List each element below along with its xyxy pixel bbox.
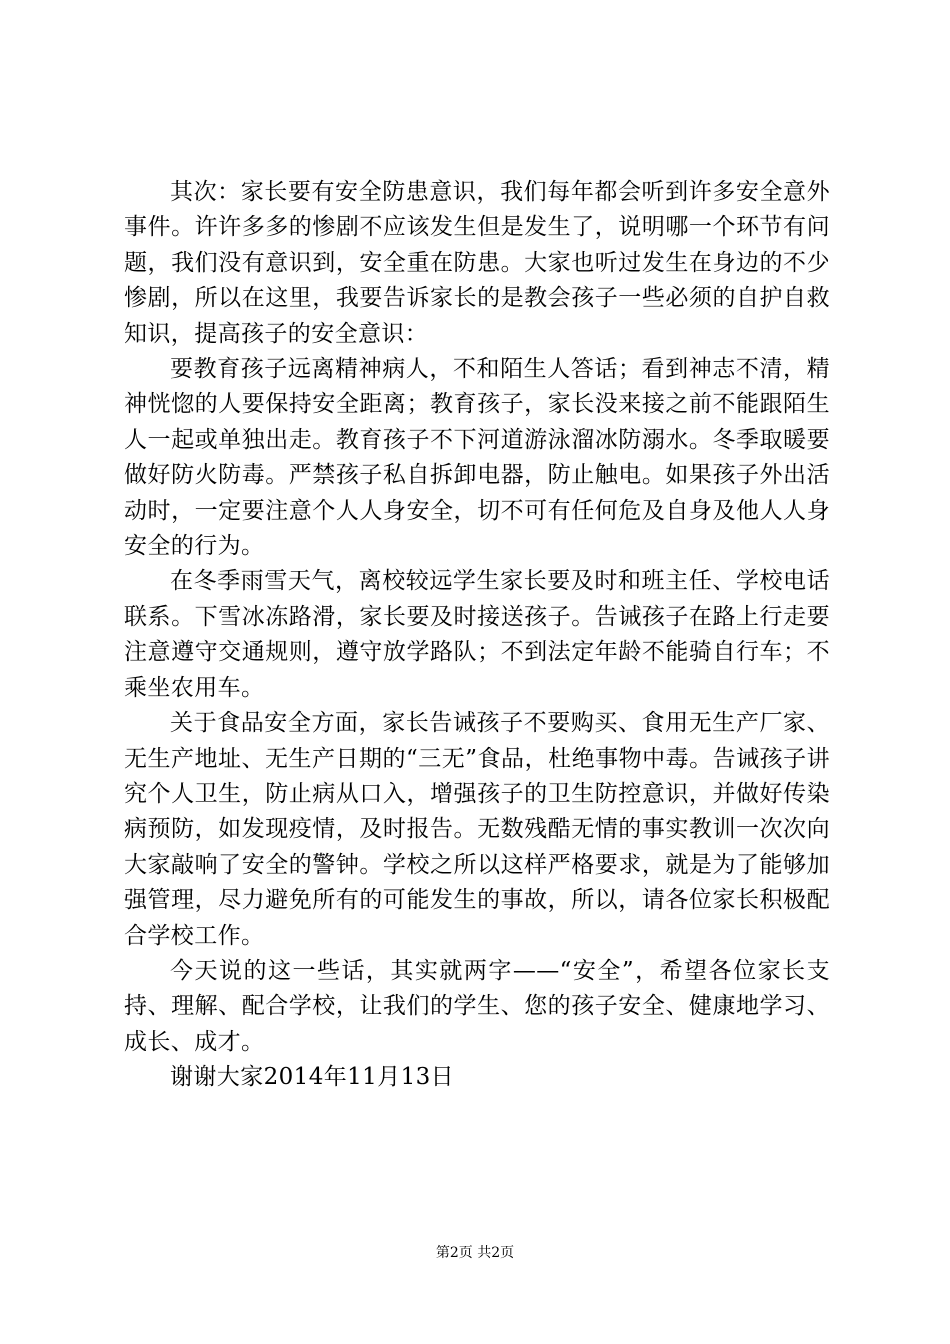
paragraph-food-safety: 关于食品安全方面，家长告诫孩子不要购买、食用无生产厂家、无生产地址、无生产日期的“三无”食品，杜绝事物中毒。告诫孩子讲究个人卫生，防止病从口入，增强孩子的卫生防控意识，并做好传染病预防，如发现疫情，及时报告。无数残酷无情的事实教训一次次向大家敲响了安全的警钟。学校之所以这样严格要求，就是为了能够加强管理，尽力避免所有的可能发生的事故，所以，请各位家长积极配合学校工作。 — [124, 710, 830, 949]
paragraph-safety-awareness: 其次：家长要有安全防患意识，我们每年都会听到许多安全意外事件。许许多多的惨剧不应该发生但是发生了，说明哪一个环节有问题，我们没有意识到，安全重在防患。大家也听过发生在身边的不少惨剧，所以在这里，我要告诉家长的是教会孩子一些必须的自护自救知识，提高孩子的安全意识： — [124, 179, 830, 347]
paragraph-strangers-water-fire: 要教育孩子远离精神病人，不和陌生人答话；看到神志不清，精神恍惚的人要保持安全距离；教育孩子，家长没来接之前不能跟陌生人一起或单独出走。教育孩子不下河道游泳溜冰防溺水。冬季取暖要做好防火防毒。严禁孩子私自拆卸电器，防止触电。如果孩子外出活动时，一定要注意个人人身安全，切不可有任何危及自身及他人人身安全的行为。 — [124, 356, 830, 560]
paragraph-conclusion: 今天说的这一些话，其实就两字——“安全”，希望各位家长支持、理解、配合学校，让我们的学生、您的孩子安全、健康地学习、成长、成才。 — [124, 957, 830, 1055]
page-number-footer: 第2页 共2页 — [435, 1245, 515, 1261]
paragraph-signoff-date: 谢谢大家2014年11月13日 — [170, 1064, 455, 1091]
paragraph-winter-traffic: 在冬季雨雪天气，离校较远学生家长要及时和班主任、学校电话联系。下雪冰冻路滑，家长要及时接送孩子。告诫孩子在路上行走要注意遵守交通规则，遵守放学路队；不到法定年龄不能骑自行车；不乘坐农用车。 — [124, 568, 830, 701]
document-body — [124, 175, 830, 1096]
